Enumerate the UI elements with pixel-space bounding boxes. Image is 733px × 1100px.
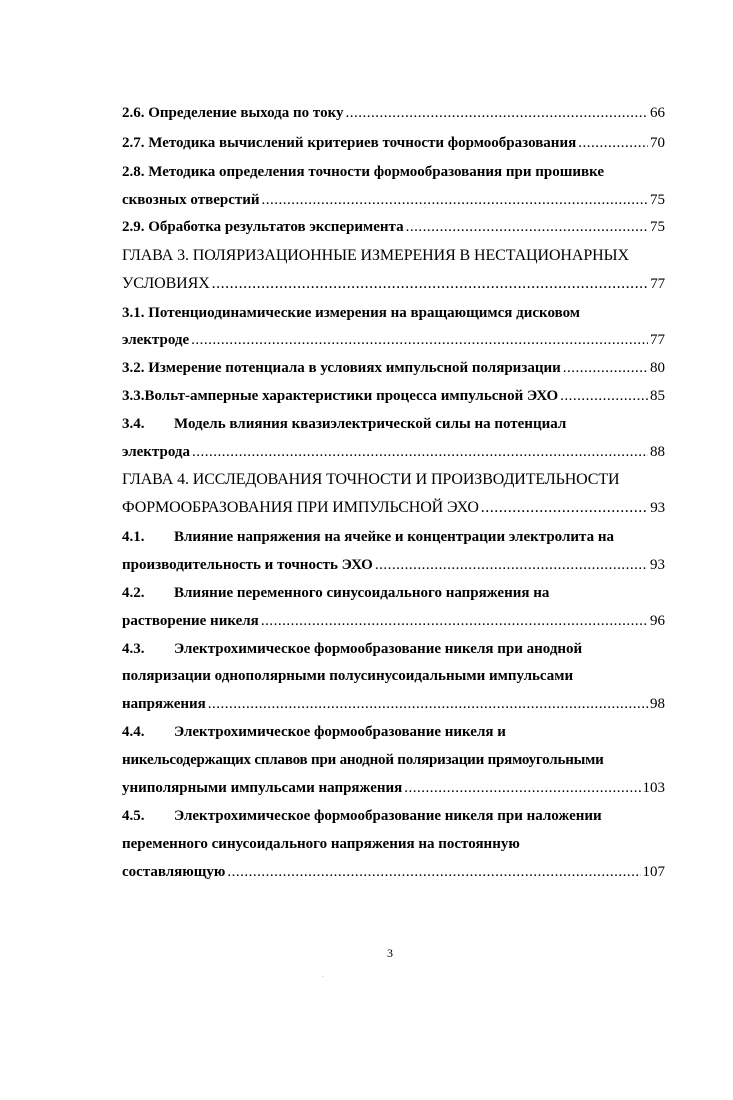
toc-leader-dots — [560, 382, 648, 410]
toc-entry-title: 2.9. Обработка результатов эксперимента — [122, 219, 404, 235]
toc-entry-4-1-line2[interactable] — [122, 551, 665, 579]
toc-leader-dots — [563, 354, 648, 382]
toc-entry-number: 4.3. — [122, 641, 145, 657]
toc-entry-4-5-line2[interactable] — [122, 830, 665, 858]
toc-entry-title: Электрохимическое формообразование никеля и — [174, 724, 506, 740]
toc-page-number: 80 — [650, 360, 665, 376]
toc-entry-3-1-line2[interactable] — [122, 326, 665, 354]
toc-page-number: 77 — [650, 276, 665, 292]
toc-page-number: 85 — [650, 388, 665, 404]
toc-page-number: 98 — [650, 696, 665, 712]
toc-entry-3-3[interactable] — [122, 382, 665, 410]
toc-entry-title: Модель влияния квазиэлектрической силы на потенциал — [174, 416, 567, 432]
toc-entry-2-7[interactable] — [122, 129, 665, 157]
toc-entry-4-2-line1[interactable] — [122, 579, 665, 607]
page-number-footer: 3 — [387, 946, 393, 960]
toc-entry-3-1-line1[interactable] — [122, 299, 665, 327]
toc-leader-dots — [406, 213, 648, 241]
toc-entry-4-4-line2[interactable] — [122, 746, 665, 774]
toc-entry-4-3-line3[interactable] — [122, 690, 665, 718]
toc-entry-number: 4.4. — [122, 724, 145, 740]
scan-speck: ˙ — [322, 976, 324, 982]
toc-chapter-title-continued: ФОРМООБРАЗОВАНИЯ ПРИ ИМПУЛЬСНОЙ ЭХО — [122, 499, 479, 516]
scan-speck: ˙ — [424, 207, 426, 213]
toc-entry-4-4-line1[interactable] — [122, 718, 665, 746]
toc-entry-title: Электрохимическое формообразование никеля при наложении — [174, 808, 602, 824]
toc-entry-4-2-line2[interactable] — [122, 607, 665, 635]
toc-entry-title-continued: сквозных отверстий — [122, 192, 260, 208]
toc-entry-number: 4.5. — [122, 808, 145, 824]
toc-entry-2-8-line1[interactable] — [122, 158, 665, 186]
toc-entry-title-continued: униполярными импульсами напряжения — [122, 780, 403, 796]
toc-leader-dots — [227, 858, 640, 886]
toc-page-number: 77 — [650, 332, 665, 348]
toc-entry-4-3-line2[interactable] — [122, 662, 665, 690]
toc-entry-2-6[interactable] — [122, 99, 665, 127]
toc-entry-4-4-line3[interactable] — [122, 774, 665, 802]
toc-entry-title: Вольт-амперные характеристики процесса импульсной ЭХО — [144, 388, 559, 404]
toc-entry-4-5-line3[interactable] — [122, 858, 665, 886]
toc-leader-dots — [262, 186, 648, 214]
toc-entry-title: 2.7. Методика вычислений критериев точности формообразования — [122, 135, 577, 151]
toc-leader-dots — [346, 99, 648, 127]
toc-chapter-4-line2[interactable] — [122, 494, 665, 522]
toc-entry-2-8-line2[interactable] — [122, 186, 665, 214]
toc-entry-4-3-line1[interactable] — [122, 635, 665, 663]
toc-page-number: 103 — [642, 780, 665, 796]
toc-entry-title: 3.1. Потенциодинамические измерения на вращающимся дисковом — [122, 305, 581, 321]
toc-page-number: 93 — [650, 500, 665, 516]
toc-entry-number: 4.2. — [122, 585, 145, 601]
toc-leader-dots — [261, 607, 648, 635]
toc-chapter-title: ГЛАВА 4. ИССЛЕДОВАНИЯ ТОЧНОСТИ И ПРОИЗВОДИТЕЛЬНОСТИ — [122, 471, 620, 488]
toc-entry-3-2[interactable] — [122, 354, 665, 382]
toc-entry-title-continued: производительность и точность ЭХО — [122, 557, 373, 573]
toc-leader-dots — [212, 270, 649, 298]
toc-leader-dots — [578, 129, 648, 157]
toc-entry-4-5-line1[interactable] — [122, 802, 665, 830]
toc-chapter-title: ГЛАВА 3. ПОЛЯРИЗАЦИОННЫЕ ИЗМЕРЕНИЯ В НЕСТАЦИОНАРНЫХ — [122, 247, 629, 264]
toc-entry-title-continued: электроде — [122, 332, 190, 348]
toc-leader-dots — [191, 326, 648, 354]
toc-page-number: 75 — [650, 192, 665, 208]
toc-chapter-4-line1[interactable] — [122, 466, 665, 494]
toc-entry-number: 3.3. — [122, 388, 145, 404]
toc-entry-3-4-line2[interactable] — [122, 438, 665, 466]
toc-entry-title: 2.6. Определение выхода по току — [122, 105, 344, 121]
toc-entry-2-9[interactable] — [122, 213, 665, 241]
toc-entry-title-continued: напряжения — [122, 696, 206, 712]
toc-entry-title-continued: никельсодержащих сплавов при анодной поляризации прямоугольными — [122, 752, 604, 768]
toc-entry-title: 2.8. Методика определения точности формообразования при прошивке — [122, 164, 605, 180]
toc-entry-title-continued: составляющую — [122, 864, 226, 880]
toc-leader-dots — [208, 690, 648, 718]
toc-page-number: 96 — [650, 613, 665, 629]
toc-leader-dots — [404, 774, 640, 802]
toc-entry-number: 4.1. — [122, 529, 145, 545]
scan-speck: ˙ — [317, 205, 319, 211]
toc-entry-title: Влияние переменного синусоидального напряжения на — [174, 585, 550, 601]
toc-page-number: 70 — [650, 135, 665, 151]
toc-chapter-3-line1[interactable] — [122, 242, 665, 270]
toc-entry-title-continued: электрода — [122, 444, 190, 460]
toc-entry-title-continued: переменного синусоидального напряжения на постоянную — [122, 836, 520, 852]
toc-chapter-3-line2[interactable] — [122, 270, 665, 298]
toc-entry-title-continued: растворение никеля — [122, 613, 259, 629]
toc-leader-dots — [375, 551, 648, 579]
toc-entry-title-continued: поляризации однополярными полусинусоидальными импульсами — [122, 668, 574, 684]
toc-page-number: 66 — [650, 105, 665, 121]
toc-entry-number: 3.4. — [122, 416, 145, 432]
toc-entry-title: Электрохимическое формообразование никеля при анодной — [174, 641, 583, 657]
toc-chapter-title-continued: УСЛОВИЯХ — [122, 275, 210, 292]
toc-leader-dots — [192, 438, 648, 466]
toc-entry-4-1-line1[interactable] — [122, 523, 665, 551]
toc-page-number: 75 — [650, 219, 665, 235]
toc-entry-3-4-line1[interactable] — [122, 410, 665, 438]
toc-page-number: 107 — [642, 864, 665, 880]
toc-page-number: 88 — [650, 444, 665, 460]
toc-entry-title: Влияние напряжения на ячейке и концентрации электролита на — [174, 529, 614, 545]
toc-entry-title: 3.2. Измерение потенциала в условиях импульсной поляризации — [122, 360, 561, 376]
toc-leader-dots — [481, 494, 648, 522]
toc-page-number: 93 — [650, 557, 665, 573]
